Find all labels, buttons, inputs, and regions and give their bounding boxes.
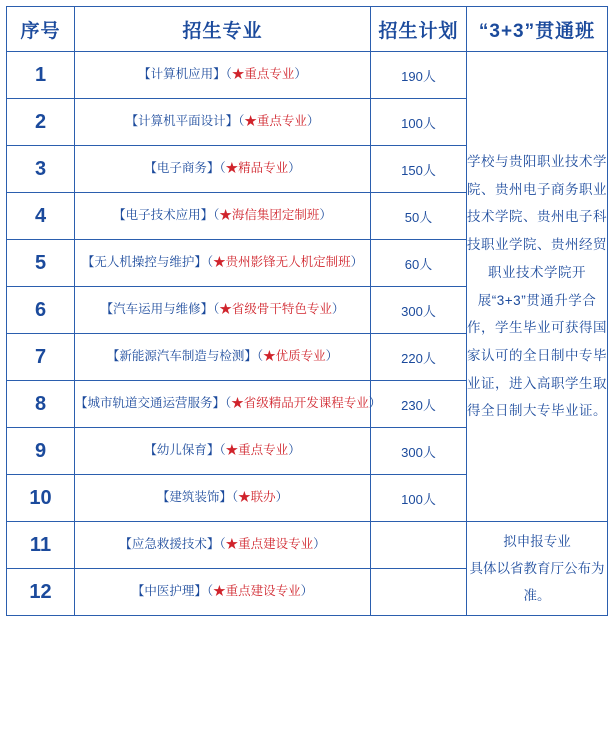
column-header-major: 招生专业 xyxy=(75,7,371,52)
major-suffix: ） xyxy=(300,584,314,599)
major-suffix: ） xyxy=(350,255,364,270)
star-icon: ★ xyxy=(231,396,244,411)
row-number: 5 xyxy=(7,240,75,287)
major-name xyxy=(75,428,371,475)
major-tag: 重点建设专业 xyxy=(238,537,314,552)
major-suffix: ） xyxy=(313,537,326,552)
major-name xyxy=(75,240,371,287)
star-icon: ★ xyxy=(225,537,239,552)
major-suffix: ） xyxy=(306,114,320,129)
major-tag: 重点建设专业 xyxy=(225,584,301,599)
star-icon: ★ xyxy=(263,349,276,364)
star-icon: ★ xyxy=(213,255,226,270)
star-icon: ★ xyxy=(238,490,251,505)
major-prefix: 【幼儿保育】（ xyxy=(144,443,226,458)
plan-count xyxy=(371,569,467,616)
row-number: 7 xyxy=(7,334,75,381)
table-header xyxy=(7,7,608,52)
program-description: 学校与贵阳职业技术学院、贵州电子商务职业技术学院、贵州电子科技职业学院、贵州经贸职业技术学院开展“3+3”贯通升学合作，学生毕业可获得国家认可的全日制中专毕业证，进入高职学生取得全日制大专毕业证。 xyxy=(467,52,608,522)
major-prefix: 【应急救援技术】（ xyxy=(119,537,226,552)
major-tag: 重点专业 xyxy=(238,443,289,458)
major-prefix: 【计算机平面设计】（ xyxy=(125,114,245,129)
major-prefix: 【城市轨道交通运营服务】（ xyxy=(75,396,232,411)
major-prefix: 【汽车运用与维修】（ xyxy=(100,302,220,317)
major-suffix: ） xyxy=(288,161,301,176)
major-prefix: 【建筑装饰】（ xyxy=(156,490,239,505)
major-tag: 省级骨干特色专业 xyxy=(231,302,332,317)
major-tag: 海信集团定制班 xyxy=(231,208,320,223)
major-name xyxy=(75,381,382,428)
major-suffix: ） xyxy=(275,490,289,505)
star-icon: ★ xyxy=(225,161,239,176)
major-name xyxy=(75,475,371,522)
major-prefix: 【无人机操控与维护】（ xyxy=(81,255,214,270)
table-header-row xyxy=(7,7,608,52)
table-row xyxy=(7,522,608,569)
plan-count: 300人 xyxy=(371,428,467,475)
star-icon: ★ xyxy=(219,208,232,223)
plan-count: 100人 xyxy=(371,99,467,146)
major-prefix: 【电子技术应用】（ xyxy=(113,208,220,223)
plan-count: 230人 xyxy=(371,381,467,428)
major-name xyxy=(75,569,371,616)
major-prefix: 【电子商务】（ xyxy=(144,161,226,176)
enrollment-majors-table xyxy=(6,6,608,616)
plan-count: 100人 xyxy=(371,475,467,522)
column-header-program: “3+3”贯通班 xyxy=(467,7,608,52)
major-tag: 精品专业 xyxy=(238,161,289,176)
row-number: 11 xyxy=(7,522,75,569)
major-name xyxy=(75,52,371,99)
major-prefix: 【新能源汽车制造与检测】（ xyxy=(106,349,264,364)
major-name xyxy=(75,99,371,146)
application-note xyxy=(467,522,608,616)
row-number: 4 xyxy=(7,193,75,240)
major-name xyxy=(75,146,371,193)
plan-count: 190人 xyxy=(371,52,467,99)
row-number: 1 xyxy=(7,52,75,99)
row-number: 3 xyxy=(7,146,75,193)
star-icon: ★ xyxy=(219,302,232,317)
major-tag: 重点专业 xyxy=(244,67,295,82)
star-icon: ★ xyxy=(231,67,245,82)
row-number: 8 xyxy=(7,381,75,428)
row-number: 6 xyxy=(7,287,75,334)
enrollment-table-sheet xyxy=(0,6,613,733)
table-body xyxy=(7,52,608,616)
plan-count: 150人 xyxy=(371,146,467,193)
note-line-1: 拟申报专业 xyxy=(503,534,571,549)
star-icon: ★ xyxy=(213,584,226,599)
major-suffix: ） xyxy=(294,67,307,82)
major-tag: 优质专业 xyxy=(275,349,326,364)
table-row xyxy=(7,52,608,99)
column-header-no: 序号 xyxy=(7,7,75,52)
major-name xyxy=(75,193,371,240)
major-tag: 联办 xyxy=(250,490,276,505)
row-number: 10 xyxy=(7,475,75,522)
major-prefix: 【中医护理】（ xyxy=(131,584,214,599)
major-suffix: ） xyxy=(368,396,382,411)
row-number: 2 xyxy=(7,99,75,146)
major-name xyxy=(75,334,371,381)
plan-count: 300人 xyxy=(371,287,467,334)
major-tag: 贵州影锋无人机定制班 xyxy=(225,255,351,270)
major-prefix: 【计算机应用】（ xyxy=(138,67,232,82)
note-line-2: 具体以省教育厅公布为准。 xyxy=(469,561,605,603)
major-suffix: ） xyxy=(288,443,301,458)
plan-count xyxy=(371,522,467,569)
major-suffix: ） xyxy=(325,349,339,364)
column-header-plan: 招生计划 xyxy=(371,7,467,52)
major-name xyxy=(75,522,371,569)
major-tag: 省级精品开发课程专业 xyxy=(243,396,369,411)
star-icon: ★ xyxy=(244,114,257,129)
major-suffix: ） xyxy=(319,208,332,223)
major-suffix: ） xyxy=(331,302,345,317)
major-name xyxy=(75,287,371,334)
major-tag: 重点专业 xyxy=(256,114,307,129)
star-icon: ★ xyxy=(225,443,239,458)
plan-count: 220人 xyxy=(371,334,467,381)
row-number: 12 xyxy=(7,569,75,616)
plan-count: 60人 xyxy=(371,240,467,287)
plan-count: 50人 xyxy=(371,193,467,240)
row-number: 9 xyxy=(7,428,75,475)
